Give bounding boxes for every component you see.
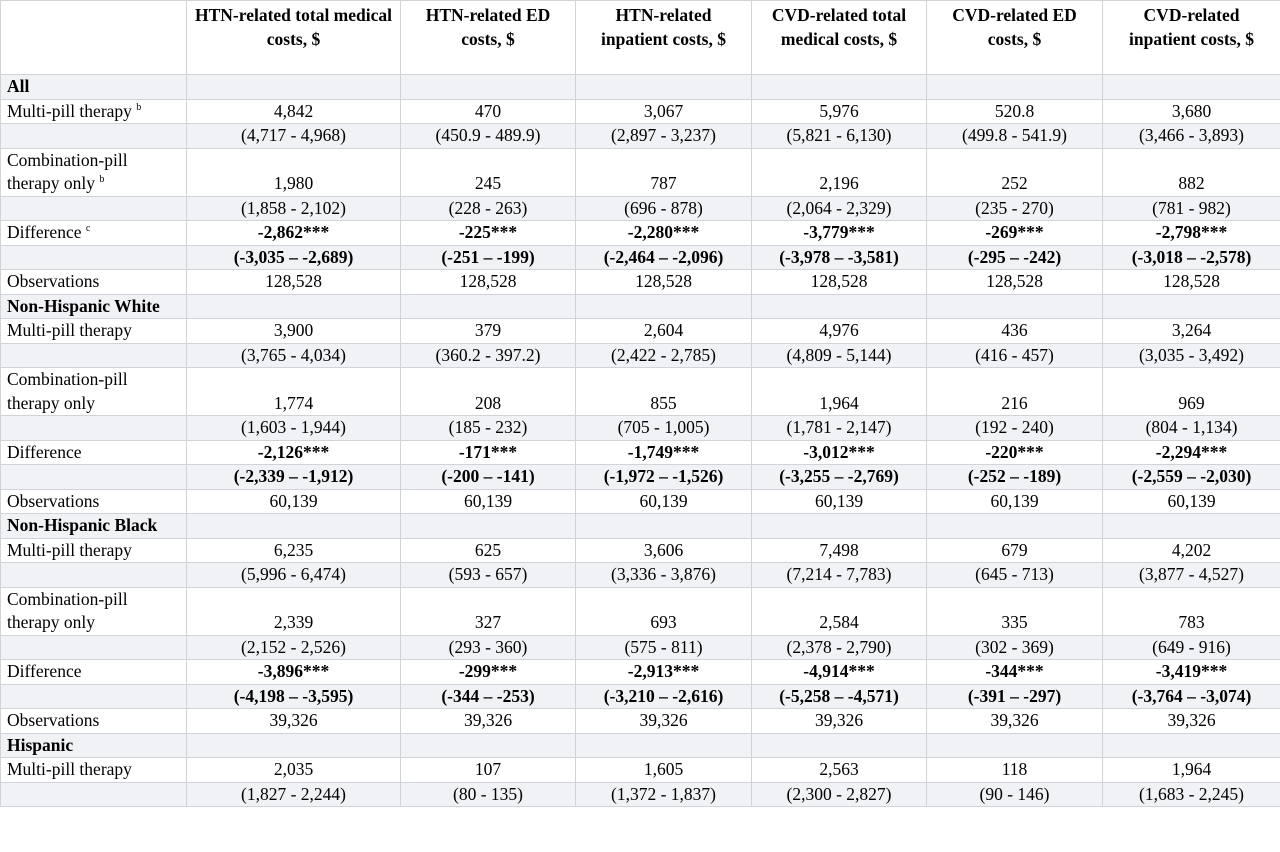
ci-cell: (1,372 - 1,837): [576, 782, 752, 807]
empty-cell: [187, 75, 401, 100]
table-row: [1, 489, 1280, 514]
value-cell: 379: [401, 319, 576, 344]
value-cell: 436: [927, 319, 1103, 344]
value-cell: 2,584: [752, 587, 927, 635]
ci-cell: (7,214 - 7,783): [752, 563, 927, 588]
ci-cell: (649 - 916): [1103, 635, 1280, 660]
empty-cell: [187, 294, 401, 319]
ci-cell: (302 - 369): [927, 635, 1103, 660]
value-cell: 128,528: [576, 270, 752, 295]
value-cell: -2,280***: [576, 221, 752, 246]
value-cell: 3,067: [576, 99, 752, 124]
row-label: [1, 465, 187, 490]
row-label: [1, 635, 187, 660]
ci-cell: (499.8 - 541.9): [927, 124, 1103, 149]
row-label: [1, 440, 187, 465]
value-cell: 783: [1103, 587, 1280, 635]
ci-cell: (2,422 - 2,785): [576, 343, 752, 368]
ci-cell: (-200 – -141): [401, 465, 576, 490]
row-label-text: Multi-pill therapy: [7, 100, 132, 121]
table-row: [1, 75, 1280, 100]
ci-cell: (3,336 - 3,876): [576, 563, 752, 588]
row-label: [1, 319, 187, 344]
row-label: [1, 709, 187, 734]
value-cell: 1,605: [576, 758, 752, 783]
ci-cell: (1,683 - 2,245): [1103, 782, 1280, 807]
value-cell: -269***: [927, 221, 1103, 246]
footnote-marker: b: [136, 101, 142, 113]
row-label: [1, 758, 187, 783]
ci-cell: (-252 – -189): [927, 465, 1103, 490]
row-label-text: Difference: [7, 661, 82, 681]
row-label-text: Multi-pill therapy: [7, 759, 132, 779]
value-cell: 60,139: [401, 489, 576, 514]
table-row: [1, 294, 1280, 319]
empty-cell: [927, 294, 1103, 319]
row-label-text: Difference: [7, 222, 82, 242]
value-cell: -2,294***: [1103, 440, 1280, 465]
empty-cell: [576, 75, 752, 100]
row-label-text: Non-Hispanic Black: [7, 515, 158, 535]
value-cell: -344***: [927, 660, 1103, 685]
group-label: [1, 294, 187, 319]
table-row: [1, 221, 1280, 246]
ci-cell: (-295 – -242): [927, 245, 1103, 270]
ci-cell: (-3,035 – -2,689): [187, 245, 401, 270]
row-label-text: Observations: [7, 271, 100, 291]
row-label: [1, 99, 187, 124]
value-cell: 128,528: [187, 270, 401, 295]
ci-cell: (3,035 - 3,492): [1103, 343, 1280, 368]
value-cell: 969: [1103, 368, 1280, 416]
value-cell: 1,964: [752, 368, 927, 416]
empty-cell: [576, 514, 752, 539]
table-row: [1, 245, 1280, 270]
empty-cell: [576, 294, 752, 319]
table-row: [1, 709, 1280, 734]
value-cell: 245: [401, 148, 576, 196]
row-label-text: Observations: [7, 710, 100, 730]
table-row: [1, 563, 1280, 588]
table-row: [1, 148, 1280, 196]
value-cell: 3,264: [1103, 319, 1280, 344]
empty-cell: [1103, 75, 1280, 100]
value-cell: 2,339: [187, 587, 401, 635]
ci-cell: (-3,978 – -3,581): [752, 245, 927, 270]
value-cell: 39,326: [187, 709, 401, 734]
value-cell: 470: [401, 99, 576, 124]
header-cell-htn-total: HTN-related total medical costs, $: [187, 1, 401, 75]
table-row: [1, 465, 1280, 490]
ci-cell: (1,781 - 2,147): [752, 416, 927, 441]
value-cell: 118: [927, 758, 1103, 783]
ci-cell: (3,765 - 4,034): [187, 343, 401, 368]
value-cell: -3,012***: [752, 440, 927, 465]
empty-cell: [1103, 514, 1280, 539]
ci-cell: (645 - 713): [927, 563, 1103, 588]
ci-cell: (2,897 - 3,237): [576, 124, 752, 149]
value-cell: 4,842: [187, 99, 401, 124]
empty-cell: [401, 75, 576, 100]
row-label: [1, 196, 187, 221]
empty-cell: [752, 294, 927, 319]
value-cell: 6,235: [187, 538, 401, 563]
value-cell: 3,606: [576, 538, 752, 563]
table-row: [1, 782, 1280, 807]
row-label: [1, 684, 187, 709]
empty-cell: [187, 733, 401, 758]
ci-cell: (-3,210 – -2,616): [576, 684, 752, 709]
table-row: [1, 196, 1280, 221]
value-cell: -2,798***: [1103, 221, 1280, 246]
table-row: [1, 538, 1280, 563]
header-cell-htn-ed: HTN-related ED costs, $: [401, 1, 576, 75]
value-cell: 252: [927, 148, 1103, 196]
value-cell: 335: [927, 587, 1103, 635]
empty-cell: [1103, 733, 1280, 758]
empty-cell: [401, 514, 576, 539]
value-cell: 2,196: [752, 148, 927, 196]
row-label: [1, 245, 187, 270]
ci-cell: (80 - 135): [401, 782, 576, 807]
value-cell: 128,528: [927, 270, 1103, 295]
table-body: [1, 75, 1280, 807]
ci-cell: (-3,255 – -2,769): [752, 465, 927, 490]
row-label-text: Combination-pill therapy only: [7, 149, 128, 193]
empty-cell: [576, 733, 752, 758]
row-label-text: Multi-pill therapy: [7, 320, 132, 340]
row-label-text: All: [7, 76, 30, 96]
ci-cell: (-2,559 – -2,030): [1103, 465, 1280, 490]
header-cell-cvd-inpatient: CVD-related inpatient costs, $: [1103, 1, 1280, 75]
value-cell: 625: [401, 538, 576, 563]
ci-cell: (575 - 811): [576, 635, 752, 660]
header-cell-cvd-total: CVD-related total medical costs, $: [752, 1, 927, 75]
value-cell: 107: [401, 758, 576, 783]
ci-cell: (4,809 - 5,144): [752, 343, 927, 368]
row-label-text: Observations: [7, 490, 100, 511]
value-cell: -2,913***: [576, 660, 752, 685]
ci-cell: (-2,339 – -1,912): [187, 465, 401, 490]
empty-cell: [752, 514, 927, 539]
ci-cell: (360.2 - 397.2): [401, 343, 576, 368]
table-row: [1, 514, 1280, 539]
value-cell: -299***: [401, 660, 576, 685]
ci-cell: (-3,018 – -2,578): [1103, 245, 1280, 270]
header-row: [1, 1, 1280, 75]
table-row: [1, 319, 1280, 344]
value-cell: 327: [401, 587, 576, 635]
row-label: [1, 148, 187, 196]
value-cell: 2,563: [752, 758, 927, 783]
value-cell: 1,980: [187, 148, 401, 196]
ci-cell: (3,466 - 3,893): [1103, 124, 1280, 149]
value-cell: -4,914***: [752, 660, 927, 685]
ci-cell: (1,827 - 2,244): [187, 782, 401, 807]
value-cell: 128,528: [752, 270, 927, 295]
group-label: [1, 514, 187, 539]
value-cell: -2,126***: [187, 440, 401, 465]
value-cell: 1,964: [1103, 758, 1280, 783]
row-label: [1, 221, 187, 246]
value-cell: 679: [927, 538, 1103, 563]
value-cell: 39,326: [752, 709, 927, 734]
ci-cell: (1,603 - 1,944): [187, 416, 401, 441]
value-cell: 208: [401, 368, 576, 416]
ci-cell: (90 - 146): [927, 782, 1103, 807]
row-label: [1, 416, 187, 441]
ci-cell: (781 - 982): [1103, 196, 1280, 221]
ci-cell: (4,717 - 4,968): [187, 124, 401, 149]
value-cell: -2,862***: [187, 221, 401, 246]
ci-cell: (235 - 270): [927, 196, 1103, 221]
row-label: [1, 489, 187, 514]
row-label-text: Difference: [7, 441, 82, 462]
table-row: [1, 343, 1280, 368]
ci-cell: (-391 – -297): [927, 684, 1103, 709]
ci-cell: (696 - 878): [576, 196, 752, 221]
ci-cell: (804 - 1,134): [1103, 416, 1280, 441]
footnote-marker: c: [85, 223, 91, 234]
header-cell-cvd-ed: CVD-related ED costs, $: [927, 1, 1103, 75]
row-label: [1, 563, 187, 588]
table-row: [1, 587, 1280, 635]
group-label: [1, 733, 187, 758]
footnote-marker: b: [99, 174, 105, 185]
header-cell-label: [1, 1, 187, 75]
empty-cell: [752, 75, 927, 100]
ci-cell: (-3,764 – -3,074): [1103, 684, 1280, 709]
empty-cell: [927, 733, 1103, 758]
table-row: [1, 684, 1280, 709]
row-label: [1, 343, 187, 368]
header-cell-htn-inpatient: HTN-related inpatient costs, $: [576, 1, 752, 75]
value-cell: 128,528: [401, 270, 576, 295]
ci-cell: (705 - 1,005): [576, 416, 752, 441]
ci-cell: (293 - 360): [401, 635, 576, 660]
group-label: [1, 75, 187, 100]
row-label: [1, 368, 187, 416]
row-label: [1, 124, 187, 149]
table-row: [1, 270, 1280, 295]
empty-cell: [1103, 294, 1280, 319]
value-cell: 60,139: [1103, 489, 1280, 514]
value-cell: 855: [576, 368, 752, 416]
value-cell: 7,498: [752, 538, 927, 563]
ci-cell: (-5,258 – -4,571): [752, 684, 927, 709]
value-cell: -220***: [927, 440, 1103, 465]
row-label: [1, 587, 187, 635]
table-row: [1, 416, 1280, 441]
empty-cell: [752, 733, 927, 758]
row-label: [1, 660, 187, 685]
value-cell: 39,326: [401, 709, 576, 734]
ci-cell: (416 - 457): [927, 343, 1103, 368]
ci-cell: (5,996 - 6,474): [187, 563, 401, 588]
value-cell: -3,419***: [1103, 660, 1280, 685]
row-label-text: Combination-pill therapy only: [7, 369, 128, 413]
ci-cell: (228 - 263): [401, 196, 576, 221]
table-row: [1, 124, 1280, 149]
table-row: [1, 733, 1280, 758]
table-row: [1, 758, 1280, 783]
ci-cell: (2,064 - 2,329): [752, 196, 927, 221]
value-cell: 4,202: [1103, 538, 1280, 563]
value-cell: 39,326: [576, 709, 752, 734]
value-cell: 60,139: [752, 489, 927, 514]
empty-cell: [401, 294, 576, 319]
value-cell: -1,749***: [576, 440, 752, 465]
ci-cell: (192 - 240): [927, 416, 1103, 441]
row-label-text: Combination-pill therapy only: [7, 588, 128, 632]
ci-cell: (593 - 657): [401, 563, 576, 588]
empty-cell: [927, 514, 1103, 539]
ci-cell: (2,152 - 2,526): [187, 635, 401, 660]
value-cell: -171***: [401, 440, 576, 465]
value-cell: 882: [1103, 148, 1280, 196]
table-row: [1, 99, 1280, 124]
row-label-text: Multi-pill therapy: [7, 539, 132, 560]
ci-cell: (450.9 - 489.9): [401, 124, 576, 149]
table-row: [1, 440, 1280, 465]
table-row: [1, 660, 1280, 685]
value-cell: 787: [576, 148, 752, 196]
value-cell: 60,139: [927, 489, 1103, 514]
table-row: [1, 635, 1280, 660]
ci-cell: (2,378 - 2,790): [752, 635, 927, 660]
value-cell: 693: [576, 587, 752, 635]
empty-cell: [927, 75, 1103, 100]
value-cell: 39,326: [1103, 709, 1280, 734]
value-cell: -3,896***: [187, 660, 401, 685]
row-label: [1, 270, 187, 295]
row-label-text: Non-Hispanic White: [7, 295, 160, 316]
row-label: [1, 538, 187, 563]
row-label-text: Hispanic: [7, 734, 74, 755]
empty-cell: [401, 733, 576, 758]
value-cell: 2,604: [576, 319, 752, 344]
row-label: [1, 782, 187, 807]
value-cell: 128,528: [1103, 270, 1280, 295]
ci-cell: (-344 – -253): [401, 684, 576, 709]
value-cell: 2,035: [187, 758, 401, 783]
value-cell: 520.8: [927, 99, 1103, 124]
value-cell: 5,976: [752, 99, 927, 124]
ci-cell: (3,877 - 4,527): [1103, 563, 1280, 588]
value-cell: 3,900: [187, 319, 401, 344]
value-cell: 60,139: [187, 489, 401, 514]
ci-cell: (2,300 - 2,827): [752, 782, 927, 807]
ci-cell: (-4,198 – -3,595): [187, 684, 401, 709]
value-cell: -3,779***: [752, 221, 927, 246]
table-row: [1, 368, 1280, 416]
value-cell: 3,680: [1103, 99, 1280, 124]
empty-cell: [187, 514, 401, 539]
value-cell: 1,774: [187, 368, 401, 416]
value-cell: 216: [927, 368, 1103, 416]
value-cell: 4,976: [752, 319, 927, 344]
ci-cell: (-251 – -199): [401, 245, 576, 270]
ci-cell: (185 - 232): [401, 416, 576, 441]
ci-cell: (1,858 - 2,102): [187, 196, 401, 221]
value-cell: 60,139: [576, 489, 752, 514]
ci-cell: (5,821 - 6,130): [752, 124, 927, 149]
value-cell: 39,326: [927, 709, 1103, 734]
ci-cell: (-1,972 – -1,526): [576, 465, 752, 490]
ci-cell: (-2,464 – -2,096): [576, 245, 752, 270]
value-cell: -225***: [401, 221, 576, 246]
